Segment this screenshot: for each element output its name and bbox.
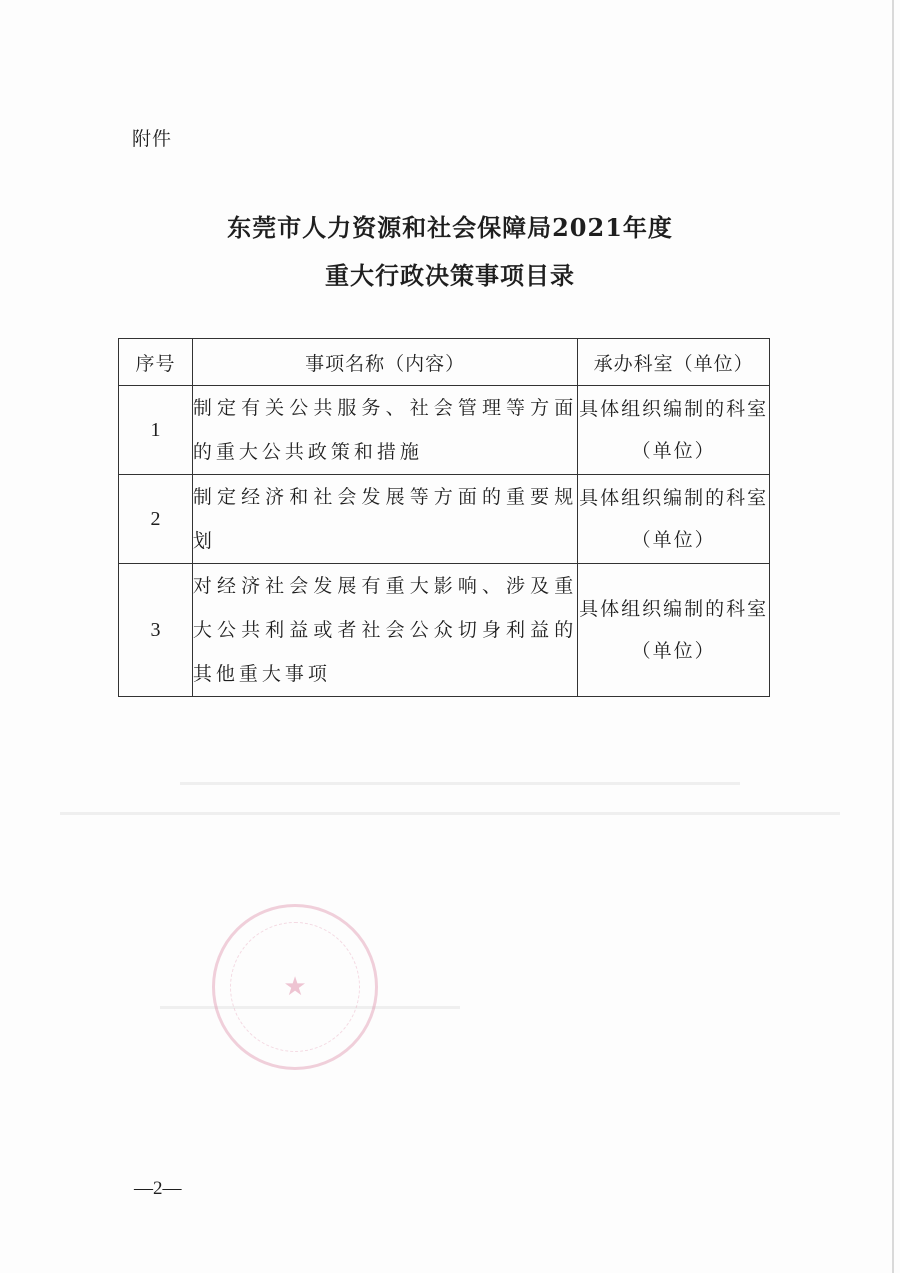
row-department: 具体组织编制的科室（单位） [578, 564, 770, 697]
row-serial-number: 3 [119, 564, 193, 697]
row-department: 具体组织编制的科室（单位） [578, 475, 770, 564]
seal-stamp-icon: ★ [230, 922, 360, 1052]
page-number: —2— [134, 1178, 182, 1199]
page-edge [892, 0, 894, 1273]
table-row [119, 386, 770, 475]
row-matter-content: 制定有关公共服务、社会管理等方面的重大公共政策和措施 [192, 386, 577, 475]
document-title-line-2: 重大行政决策事项目录 [325, 261, 575, 290]
attachment-label: 附件 [132, 128, 173, 150]
row-department: 具体组织编制的科室（单位） [578, 386, 770, 475]
row-serial-number: 2 [119, 475, 193, 564]
header-serial-number: 序号 [119, 339, 193, 386]
row-matter-content: 对经济社会发展有重大影响、涉及重大公共利益或者社会公众切身利益的其他重大事项 [192, 564, 577, 697]
row-serial-number: 1 [119, 386, 193, 475]
show-through-line [180, 782, 740, 785]
row-matter-content: 制定经济和社会发展等方面的重要规划 [192, 475, 577, 564]
document-title-line-1: 东莞市人力资源和社会保障局2021年度 [227, 213, 673, 242]
header-matter-name: 事项名称（内容） [192, 339, 577, 386]
decision-matters-table [118, 338, 770, 697]
table-row [119, 475, 770, 564]
header-department: 承办科室（单位） [578, 339, 770, 386]
table-row [119, 564, 770, 697]
table-header-row [119, 339, 770, 386]
show-through-line [60, 812, 840, 815]
official-seal-stamp [212, 904, 378, 1070]
